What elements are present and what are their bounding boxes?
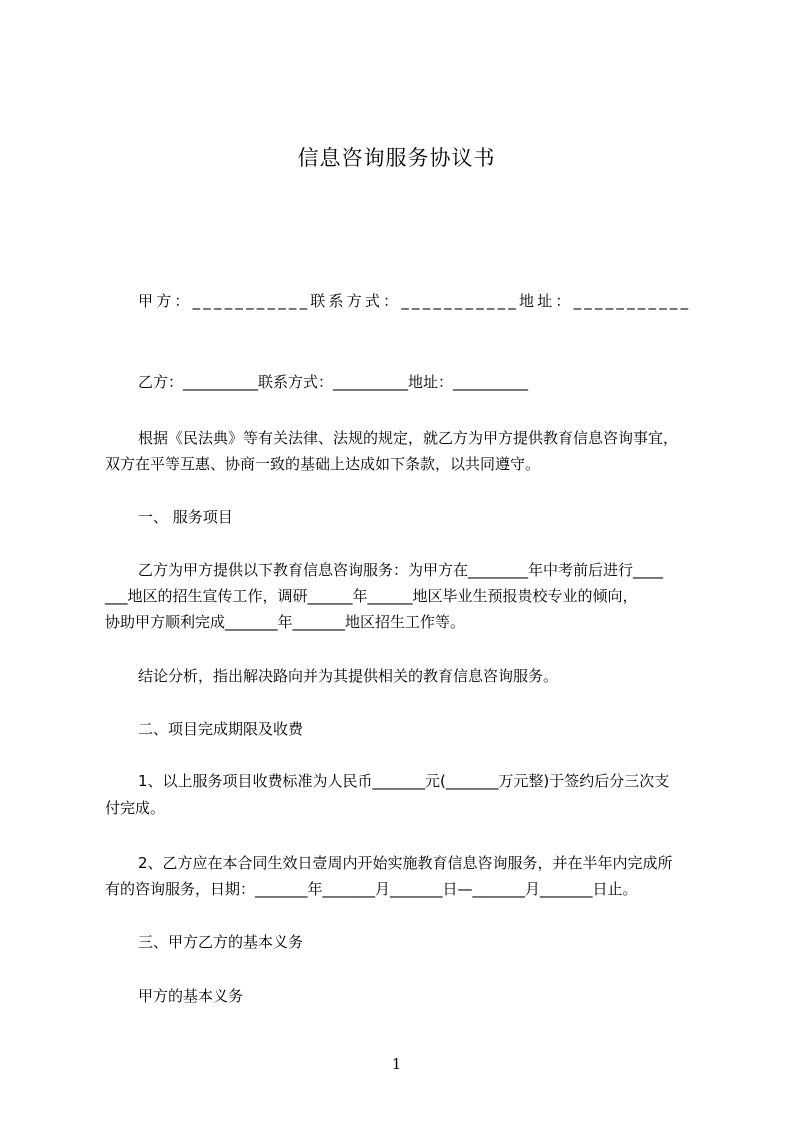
page-number: 1 — [391, 1055, 402, 1073]
section-1-paragraph-1-line-1: 乙方为甲方提供以下教育信息咨询服务：为甲方在________年中考前后进行____ — [138, 561, 664, 579]
section-1-paragraph-2: 结论分析，指出解决路向并为其提供相关的教育信息咨询服务。 — [138, 667, 559, 685]
preamble-line-1: 根据《民法典》等有关法律、法规的规定，就乙方为甲方提供教育信息咨询事宜， — [138, 429, 679, 447]
section-2-item-2-line-1: 2、乙方应在本合同生效日壹周内开始实施教育信息咨询服务，并在半年内完成所 — [138, 854, 673, 872]
section-2-heading: 二、项目完成期限及收费 — [138, 720, 304, 738]
section-1-paragraph-1-line-2: ___地区的招生宣传工作，调研______年______地区毕业生预报贵校专业的倾向， — [105, 587, 638, 605]
party-a-line: 甲方：___________联系方式：___________地址：___________ — [138, 292, 692, 310]
party-b-line: 乙方：__________联系方式：__________地址：__________ — [138, 373, 529, 391]
section-3-heading: 三、甲方乙方的基本义务 — [138, 933, 304, 951]
section-1-paragraph-1-line-3: 协助甲方顺利完成_______年_______地区招生工作等。 — [105, 613, 466, 631]
section-2-item-2-line-2: 有的咨询服务，日期：_______年_______月_______日—_______月_______日止。 — [105, 880, 638, 898]
section-1-heading: 一、 服务项目 — [138, 508, 233, 526]
section-2-item-1-line-2: 付完成。 — [105, 799, 166, 817]
section-3-sub-heading: 甲方的基本义务 — [138, 987, 244, 1005]
section-2-item-1-line-1: 1、以上服务项目收费标准为人民币_______元(_______万元整)于签约后分三次支 — [138, 772, 670, 790]
preamble-line-2: 双方在平等互惠、协商一致的基础上达成如下条款，以共同遵守。 — [105, 455, 541, 473]
document-title: 信息咨询服务协议书 — [297, 146, 496, 170]
